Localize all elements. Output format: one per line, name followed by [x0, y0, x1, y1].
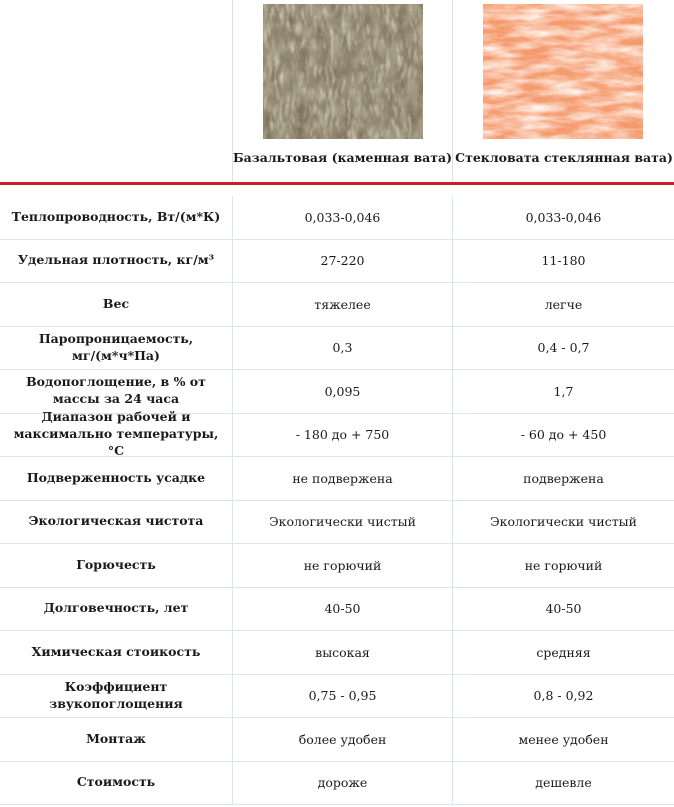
- basalt-value: - 180 до + 750: [232, 414, 452, 457]
- basalt-value: дороже: [232, 762, 452, 805]
- glass-value: менее удобен: [452, 718, 674, 761]
- table-row: [0, 283, 674, 327]
- basalt-value: высокая: [232, 631, 452, 674]
- glass-value: дешевле: [452, 762, 674, 805]
- row-label: Удельная плотность, кг/м³: [17, 252, 215, 268]
- header-divider: [0, 182, 674, 185]
- row-label: Экологическая чистота: [28, 513, 204, 529]
- row-label: Долговечность, лет: [43, 600, 189, 616]
- row-label: Теплопроводность, Вт/(м*К): [11, 208, 221, 224]
- glass-value: 0,033-0,046: [452, 196, 674, 239]
- basalt-value: 0,3: [232, 327, 452, 370]
- basalt-value: 27-220: [232, 240, 452, 283]
- basalt-value: Экологически чистый: [232, 501, 452, 544]
- header-column-glass: [452, 0, 674, 182]
- row-label: Паропроницаемость, мг/(м*ч*Па): [38, 330, 194, 363]
- basalt-value: более удобен: [232, 718, 452, 761]
- glass-value: подвержена: [452, 457, 674, 500]
- table-row: [0, 675, 674, 719]
- glass-value: не горючий: [452, 544, 674, 587]
- column-title-glass: Стекловата стеклянная вата): [455, 150, 673, 165]
- basalt-value: 0,033-0,046: [232, 196, 452, 239]
- table-row: [0, 501, 674, 545]
- table-header: [0, 0, 674, 182]
- glass-value: 0,8 - 0,92: [452, 675, 674, 718]
- row-label: Вес: [102, 295, 130, 311]
- table-row: [0, 457, 674, 501]
- basalt-value: тяжелее: [232, 283, 452, 326]
- basalt-wool-image: [263, 4, 423, 139]
- table-row: [0, 327, 674, 371]
- glass-value: Экологически чистый: [452, 501, 674, 544]
- basalt-value: 0,095: [232, 370, 452, 413]
- column-title-basalt: Базальтовая (каменная вата): [233, 150, 452, 165]
- table-row: [0, 240, 674, 284]
- glass-value: легче: [452, 283, 674, 326]
- header-column-basalt: [232, 0, 452, 182]
- table-row: [0, 762, 674, 806]
- row-label: Коэффициент звукопоглощения: [49, 678, 183, 711]
- row-label: Горючесть: [76, 556, 156, 572]
- glass-value: 0,4 - 0,7: [452, 327, 674, 370]
- table-row: [0, 631, 674, 675]
- row-label: Стоимость: [76, 774, 156, 790]
- comparison-table: [0, 196, 674, 805]
- basalt-value: не горючий: [232, 544, 452, 587]
- row-label: Монтаж: [86, 730, 146, 746]
- table-row: [0, 196, 674, 240]
- table-row: [0, 588, 674, 632]
- table-row: [0, 370, 674, 414]
- row-label: Подверженность усадке: [26, 469, 206, 485]
- basalt-value: 0,75 - 0,95: [232, 675, 452, 718]
- table-row: [0, 718, 674, 762]
- basalt-value: 40-50: [232, 588, 452, 631]
- row-label: Водопоглощение, в % от массы за 24 часа: [26, 374, 206, 407]
- row-label: Химическая стоикость: [31, 643, 201, 659]
- row-label: Диапазон рабочей и максимально температуры, °С: [13, 409, 219, 459]
- basalt-value: не подвержена: [232, 457, 452, 500]
- glass-wool-image: [483, 4, 643, 139]
- glass-value: 11-180: [452, 240, 674, 283]
- table-row: [0, 409, 674, 459]
- glass-value: средняя: [452, 631, 674, 674]
- glass-value: 40-50: [452, 588, 674, 631]
- glass-value: 1,7: [452, 370, 674, 413]
- glass-value: - 60 до + 450: [452, 414, 674, 457]
- table-row: [0, 544, 674, 588]
